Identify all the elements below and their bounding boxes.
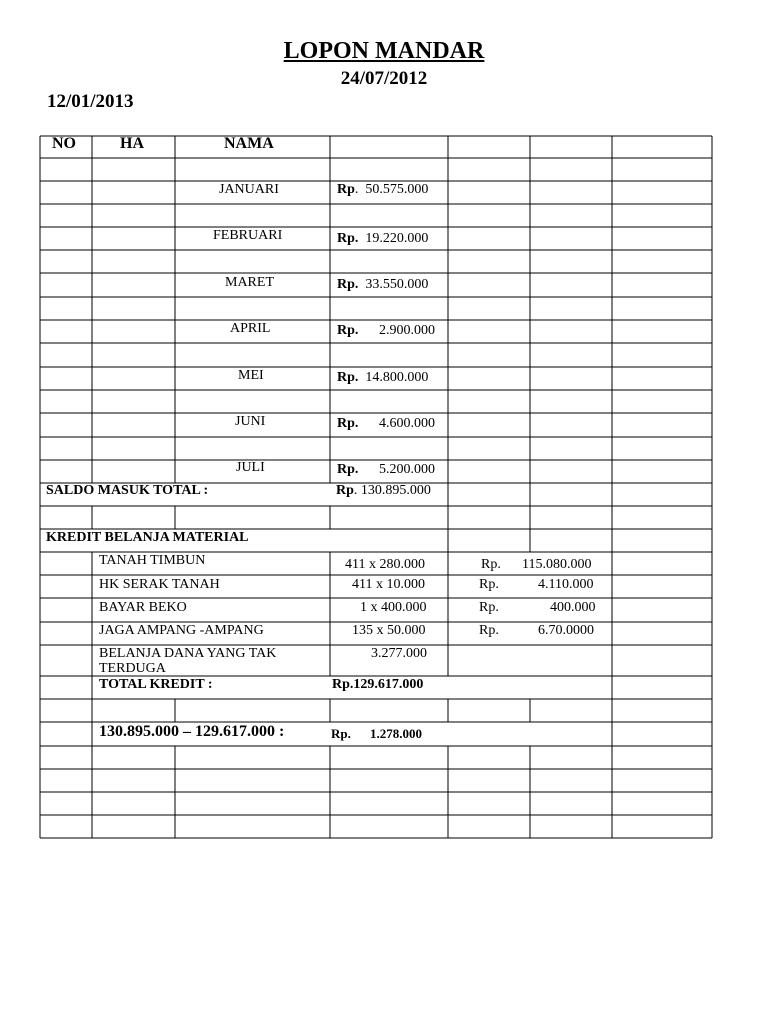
kredit-item-calc: 1 x 400.000 [360, 600, 427, 615]
kredit-item-total: 400.000 [550, 600, 596, 615]
total-kredit-label: TOTAL KREDIT : [99, 677, 213, 692]
kredit-item-rp: Rp. [479, 577, 499, 592]
month-juni-value: 4.600.000 [379, 416, 435, 431]
kredit-item-calc: 135 x 50.000 [352, 623, 426, 638]
kredit-item-rp: Rp. [479, 600, 499, 615]
kredit-item-rp: Rp. [479, 623, 499, 638]
month-juni-amount: Rp. [337, 416, 359, 431]
month-januari-amount: Rp. 50.575.000 [337, 182, 429, 197]
result-rp: Rp. [331, 726, 351, 741]
month-juni: JUNI [235, 414, 266, 429]
saldo-label: SALDO MASUK TOTAL : [46, 483, 209, 498]
header-ha: HA [120, 135, 144, 152]
kredit-item-calc: 411 x 280.000 [345, 557, 425, 572]
month-maret: MARET [225, 275, 274, 290]
kredit-heading: KREDIT BELANJA MATERIAL [46, 530, 249, 545]
kredit-item-total: 4.110.000 [538, 577, 594, 592]
document-date: 24/07/2012 [340, 68, 428, 89]
left-date: 12/01/2013 [47, 91, 134, 112]
month-april: APRIL [230, 321, 271, 336]
saldo-value: Rp. 130.895.000 [336, 483, 431, 498]
kredit-item-total: 6.70.0000 [538, 623, 594, 638]
month-april-value: 2.900.000 [379, 323, 435, 338]
kredit-item-calc: 3.277.000 [371, 646, 427, 661]
kredit-item-total: 115.080.000 [522, 557, 592, 572]
month-mei: MEI [238, 368, 264, 383]
kredit-item-name: HK SERAK TANAH [99, 577, 220, 592]
kredit-item-name: BELANJA DANA YANG TAK [99, 646, 277, 661]
month-januari: JANUARI [219, 182, 279, 197]
kredit-item-name-line2: TERDUGA [99, 661, 166, 676]
header-nama: NAMA [224, 135, 274, 152]
month-juli-value: 5.200.000 [379, 462, 435, 477]
month-maret-amount: Rp. 33.550.000 [337, 277, 429, 292]
kredit-item-name: TANAH TIMBUN [99, 553, 206, 568]
month-juli: JULI [236, 460, 265, 475]
result-formula: 130.895.000 – 129.617.000 : [99, 723, 285, 740]
header-no: NO [52, 135, 76, 152]
document-title: LOPON MANDAR [283, 38, 485, 64]
kredit-item-calc: 411 x 10.000 [352, 577, 425, 592]
month-februari: FEBRUARI [213, 228, 283, 243]
total-kredit-value: Rp.129.617.000 [332, 677, 424, 692]
month-juli-amount: Rp. [337, 462, 359, 477]
kredit-item-name: BAYAR BEKO [99, 600, 187, 615]
kredit-item-name: JAGA AMPANG -AMPANG [99, 623, 264, 638]
kredit-item-rp: Rp. [481, 557, 501, 572]
month-mei-amount: Rp. 14.800.000 [337, 370, 429, 385]
month-februari-amount: Rp. 19.220.000 [337, 231, 429, 246]
result-value: 1.278.000 [370, 726, 422, 741]
month-april-amount: Rp. [337, 323, 359, 338]
